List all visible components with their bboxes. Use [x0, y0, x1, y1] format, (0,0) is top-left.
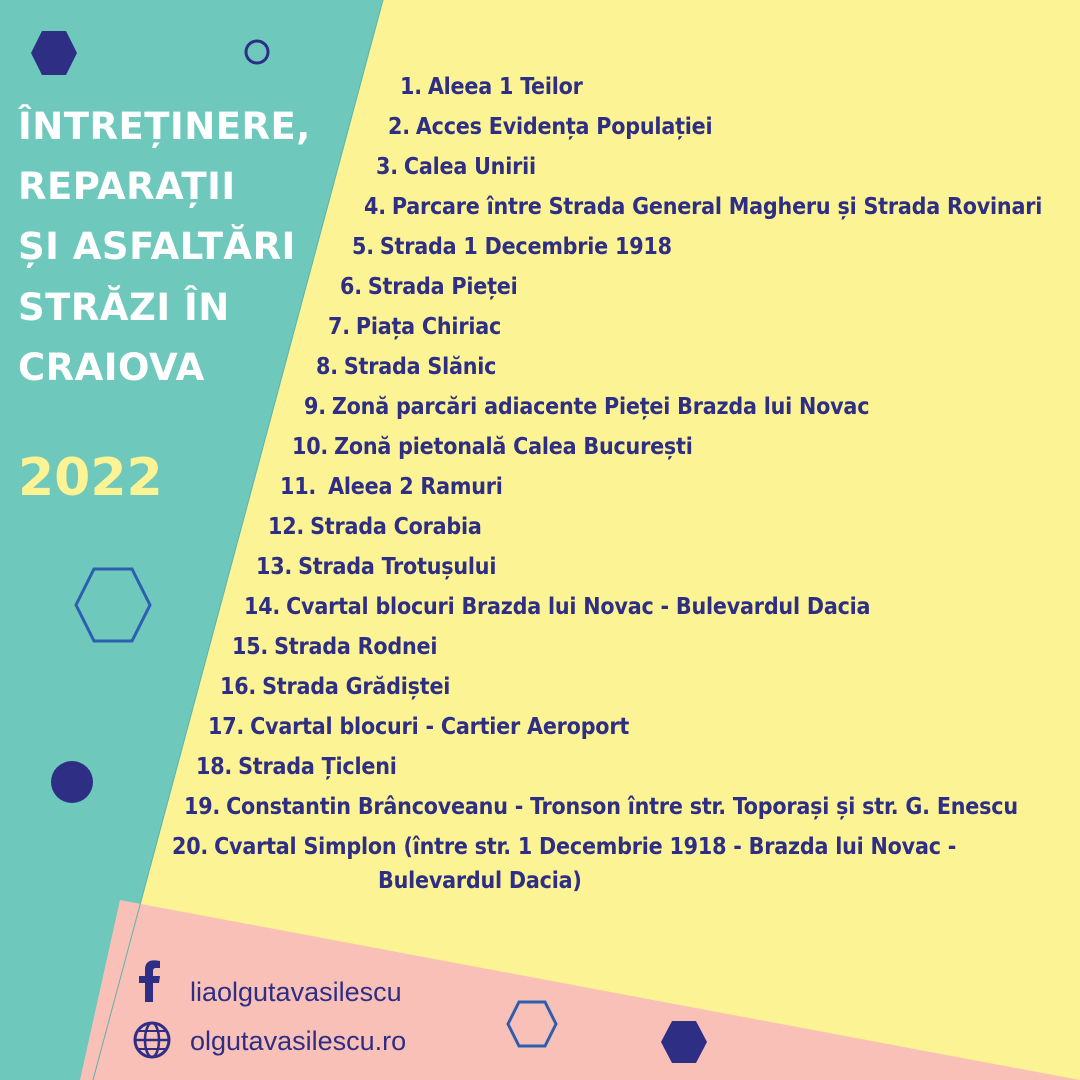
item-name: Aleea 1 Teilor: [427, 74, 583, 100]
item-name: Strada Pieței: [367, 274, 518, 300]
item-number: 9.: [304, 394, 326, 420]
list-item: [304, 396, 869, 419]
item-name-continued: Bulevardul Dacia): [378, 868, 582, 894]
circle-outline-top: [243, 38, 271, 66]
item-name: Strada 1 Decembrie 1918: [379, 234, 672, 260]
item-number: 6.: [340, 274, 362, 300]
hexagon-filled-bottom: [660, 1020, 708, 1064]
title-line-3: ȘI ASFALTĂRI: [18, 225, 296, 268]
item-name: Strada Rodnei: [274, 634, 438, 660]
item-number: 3.: [376, 154, 398, 180]
list-item: [400, 76, 583, 99]
website-link[interactable]: olgutavasilescu.ro: [190, 1026, 407, 1056]
title-line-4: STRĂZI ÎN: [18, 286, 230, 329]
list-item: [364, 196, 1042, 219]
circle-filled-left: [50, 760, 94, 804]
item-number: 11.: [280, 474, 317, 500]
list-item: [268, 516, 482, 539]
list-item: [376, 156, 536, 179]
list-item: [280, 476, 503, 499]
facebook-icon: [136, 958, 162, 1002]
hexagon-outline-left: [74, 567, 152, 643]
list-item: [316, 356, 496, 379]
item-name: Cvartal blocuri - Cartier Aeroport: [250, 714, 630, 740]
item-name: Constantin Brâncoveanu - Tronson între str. Toporași și str. G. Enescu: [226, 794, 1018, 820]
item-number: 8.: [316, 354, 338, 380]
item-name: Strada Grădiștei: [262, 674, 451, 700]
item-number: 16.: [220, 674, 257, 700]
year-label: 2022: [18, 448, 163, 508]
globe-icon: [132, 1020, 172, 1060]
item-number: 15.: [232, 634, 269, 660]
item-name: Parcare între Strada General Magheru și Strada Rovinari: [391, 194, 1043, 220]
title-line-1: ÎNTREȚINERE,: [18, 105, 311, 148]
item-number: 12.: [268, 514, 305, 540]
list-item: [208, 716, 629, 739]
item-number: 1.: [400, 74, 422, 100]
item-name: Zonă pietonală Calea București: [334, 434, 693, 460]
list-item: [388, 116, 712, 139]
item-name: Acces Evidența Populației: [415, 114, 713, 140]
item-number: 17.: [208, 714, 245, 740]
item-name: Aleea 2 Ramuri: [328, 474, 503, 500]
facebook-link[interactable]: liaolgutavasilescu: [190, 977, 402, 1007]
list-item: [352, 236, 672, 259]
hexagon-outline-bottom: [506, 1000, 558, 1048]
list-item: [340, 276, 518, 299]
list-item: [232, 636, 437, 659]
title-line-2: REPARAȚII: [18, 165, 236, 208]
list-item: [328, 316, 501, 339]
item-name: Piața Chiriac: [355, 314, 502, 340]
item-number: 2.: [388, 114, 410, 140]
item-number: 19.: [184, 794, 221, 820]
list-item: [172, 836, 956, 893]
item-number: 14.: [244, 594, 281, 620]
hexagon-filled-top: [30, 30, 78, 76]
item-name: Strada Corabia: [310, 514, 482, 540]
item-name: Cvartal blocuri Brazda lui Novac - Bulevardul Dacia: [286, 594, 871, 620]
list-item: [244, 596, 870, 619]
list-item: [292, 436, 693, 459]
item-name: Calea Unirii: [403, 154, 536, 180]
list-item: [256, 556, 496, 579]
item-name: Strada Slănic: [343, 354, 497, 380]
item-number: 10.: [292, 434, 329, 460]
item-name: Cvartal Simplon (între str. 1 Decembrie 1918 - Brazda lui Novac -: [214, 834, 957, 860]
item-name: Strada Țicleni: [238, 754, 397, 780]
list-item: [220, 676, 450, 699]
item-number: 18.: [196, 754, 233, 780]
item-name: Zonă parcări adiacente Pieței Brazda lui Novac: [331, 394, 870, 420]
item-number: 13.: [256, 554, 293, 580]
list-item: [184, 796, 1018, 819]
list-item: [196, 756, 397, 779]
item-number: 4.: [364, 194, 386, 220]
title-line-5: CRAIOVA: [18, 346, 205, 389]
item-number: 20.: [172, 834, 209, 860]
item-number: 5.: [352, 234, 374, 260]
item-number: 7.: [328, 314, 350, 340]
item-name: Strada Trotușului: [298, 554, 497, 580]
